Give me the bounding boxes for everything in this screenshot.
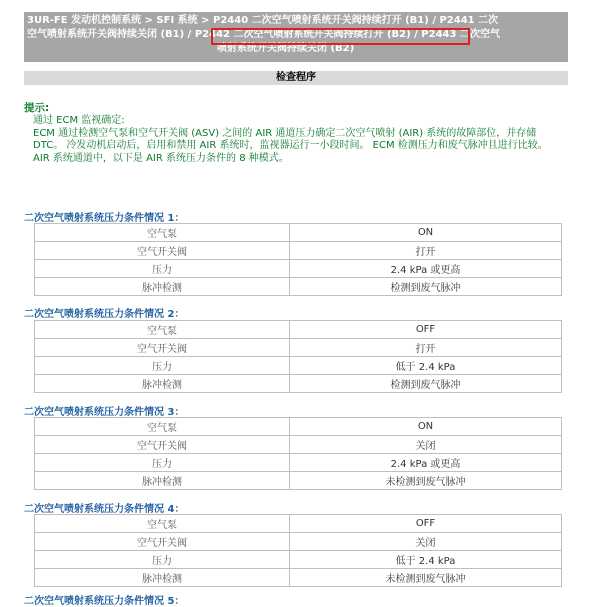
condition-table-1: [34, 223, 562, 296]
table-row: [35, 515, 562, 533]
table-cell-value: 检测到废气脉冲: [290, 278, 562, 296]
table-cell-key: 压力: [35, 357, 290, 375]
header-line-1: 3UR-FE 发动机控制系统 > SFI 系统 > P2440 二次空气喷射系统开关阀持续打开 (B1) / P2441 二次: [27, 15, 499, 26]
table-cell-value: ON: [290, 224, 562, 242]
table-cell-key: 压力: [35, 454, 290, 472]
section-title-1: 二次空气喷射系统压力条件情况 1：: [24, 213, 185, 224]
condition-table-2: [34, 320, 562, 393]
table-row: [35, 551, 562, 569]
table-cell-key: 脉冲检测: [35, 375, 290, 393]
table-cell-value: OFF: [290, 515, 562, 533]
table-cell-key: 空气开关阀: [35, 533, 290, 551]
table-row: [35, 472, 562, 490]
header-line-2-pre: 空气喷射系统开关阀持续关闭 (B1) /: [27, 29, 195, 40]
table-cell-value: 2.4 kPa 或更高: [290, 454, 562, 472]
section-title-5: 二次空气喷射系统压力条件情况 5：: [24, 596, 185, 607]
section-title-2: 二次空气喷射系统压力条件情况 2：: [24, 309, 185, 320]
table-row: [35, 260, 562, 278]
table-row: [35, 418, 562, 436]
procedure-bar: 检查程序: [24, 71, 568, 85]
table-row: [35, 339, 562, 357]
table-cell-value: 关闭: [290, 436, 562, 454]
condition-table-3: [34, 417, 562, 490]
condition-table-4: [34, 514, 562, 587]
table-cell-key: 空气开关阀: [35, 436, 290, 454]
header-line-2-post: / P2443 二次空气: [410, 29, 500, 40]
section-title-3: 二次空气喷射系统压力条件情况 3：: [24, 407, 185, 418]
table-row: [35, 533, 562, 551]
table-cell-key: 空气泵: [35, 321, 290, 339]
table-cell-key: 压力: [35, 260, 290, 278]
table-cell-value: 2.4 kPa 或更高: [290, 260, 562, 278]
table-cell-value: 打开: [290, 242, 562, 260]
table-row: [35, 224, 562, 242]
table-row: [35, 321, 562, 339]
section-title-4: 二次空气喷射系统压力条件情况 4：: [24, 504, 185, 515]
table-cell-value: 低于 2.4 kPa: [290, 357, 562, 375]
table-row: [35, 375, 562, 393]
table-row: [35, 454, 562, 472]
table-row: [35, 436, 562, 454]
table-cell-value: 未检测到废气脉冲: [290, 569, 562, 587]
hint-line-3: AIR 系统通道中，以下是 AIR 系统压力条件的 8 种模式。: [33, 152, 289, 164]
table-cell-key: 空气开关阀: [35, 339, 290, 357]
table-cell-value: 未检测到废气脉冲: [290, 472, 562, 490]
hint-body: [33, 115, 563, 165]
highlight-box: [211, 28, 470, 45]
header-line-3: 喷射系统开关阀持续关闭 (B2): [217, 43, 355, 54]
table-row: [35, 242, 562, 260]
table-cell-key: 空气泵: [35, 224, 290, 242]
table-cell-key: 空气泵: [35, 418, 290, 436]
current-dtc-highlight: P2442 二次空气喷射系统开关阀持续打开 (B2): [194, 29, 411, 40]
table-cell-key: 脉冲检测: [35, 278, 290, 296]
table-row: [35, 357, 562, 375]
table-cell-key: 空气泵: [35, 515, 290, 533]
table-cell-key: 脉冲检测: [35, 472, 290, 490]
table-cell-value: OFF: [290, 321, 562, 339]
hint-title: 提示:: [24, 102, 50, 114]
table-cell-value: 关闭: [290, 533, 562, 551]
table-cell-key: 压力: [35, 551, 290, 569]
table-row: [35, 569, 562, 587]
table-cell-value: ON: [290, 418, 562, 436]
table-cell-value: 检测到废气脉冲: [290, 375, 562, 393]
table-row: [35, 278, 562, 296]
table-cell-key: 脉冲检测: [35, 569, 290, 587]
hint-line-2: ECM 通过检测空气泵和空气开关阀 (ASV) 之间的 AIR 通道压力确定二次空气喷射 (AIR) 系统的故障部位，并存储 DTC。 冷发动机启动后，启用和禁用 AIR 系统时，监视器运行一小段时间。 ECM 检测压力和废气脉冲且进行比较。: [33, 127, 548, 151]
table-cell-value: 低于 2.4 kPa: [290, 551, 562, 569]
table-cell-value: 打开: [290, 339, 562, 357]
table-cell-key: 空气开关阀: [35, 242, 290, 260]
hint-line-1: 通过 ECM 监视确定:: [33, 115, 125, 126]
